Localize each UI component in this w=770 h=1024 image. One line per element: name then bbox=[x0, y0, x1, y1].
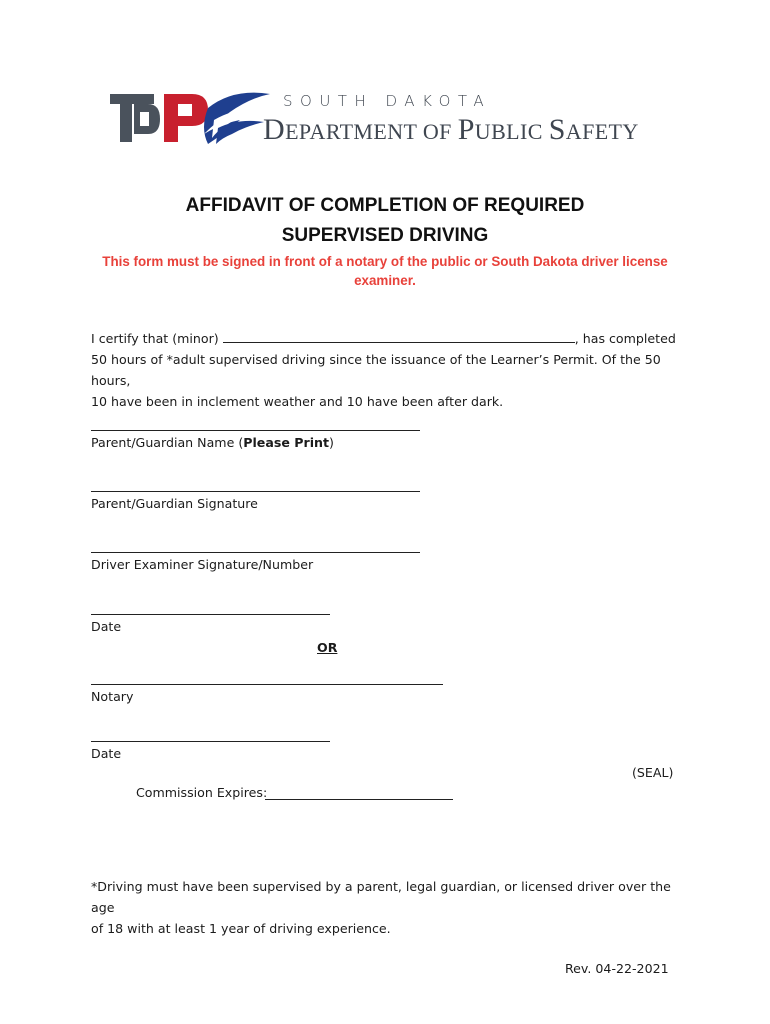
certification-line-2: 50 hours of *adult supervised driving since the issuance of the Learner’s Permit. Of the 50 hours, bbox=[91, 352, 661, 388]
notary-notice-line-1: This form must be signed in front of a notary of the public or South Dakota driver license bbox=[102, 254, 668, 269]
notary-label: Notary bbox=[91, 689, 134, 704]
or-separator: OR bbox=[317, 640, 338, 655]
footnote bbox=[91, 876, 691, 939]
notary-date-field[interactable] bbox=[91, 741, 330, 742]
minor-name-field[interactable] bbox=[223, 330, 575, 343]
parent-signature-field[interactable] bbox=[91, 491, 420, 492]
form-title-line-2: SUPERVISED DRIVING bbox=[281, 225, 489, 246]
certification-line-1: I certify that (minor) , has completed bbox=[91, 331, 676, 346]
parent-signature-label: Parent/Guardian Signature bbox=[91, 496, 258, 511]
examiner-date-label: Date bbox=[91, 619, 122, 634]
state-name: SOUTH DAKOTA bbox=[283, 92, 492, 110]
revision-date: Rev. 04-22-2021 bbox=[565, 961, 669, 976]
notary-signature-field[interactable] bbox=[91, 684, 443, 685]
examiner-date-field[interactable] bbox=[91, 614, 330, 615]
notary-date-label: Date bbox=[91, 746, 122, 761]
form-title-line-1: AFFIDAVIT OF COMPLETION OF REQUIRED bbox=[185, 195, 585, 216]
certification-line-3: 10 have been in inclement weather and 10 have been after dark. bbox=[91, 394, 504, 409]
footnote-line-2: of 18 with at least 1 year of driving experience. bbox=[91, 921, 391, 936]
dps-logo-icon bbox=[108, 88, 278, 150]
examiner-signature-field[interactable] bbox=[91, 552, 420, 553]
commission-expires-label: Commission Expires: bbox=[136, 785, 268, 800]
examiner-signature-label: Driver Examiner Signature/Number bbox=[91, 557, 314, 572]
footnote-line-1: *Driving must have been supervised by a parent, legal guardian, or licensed driver over the age bbox=[91, 879, 671, 915]
parent-name-label: Parent/Guardian Name (Please Print) bbox=[91, 435, 334, 450]
notary-notice-line-2: examiner. bbox=[354, 273, 416, 288]
parent-name-field[interactable] bbox=[91, 430, 420, 431]
department-name: DEPARTMENT OF PUBLIC SAFETY bbox=[263, 113, 639, 146]
certification-paragraph bbox=[91, 328, 691, 412]
seal-label: (SEAL) bbox=[632, 765, 674, 780]
commission-expires-field[interactable] bbox=[265, 799, 453, 800]
